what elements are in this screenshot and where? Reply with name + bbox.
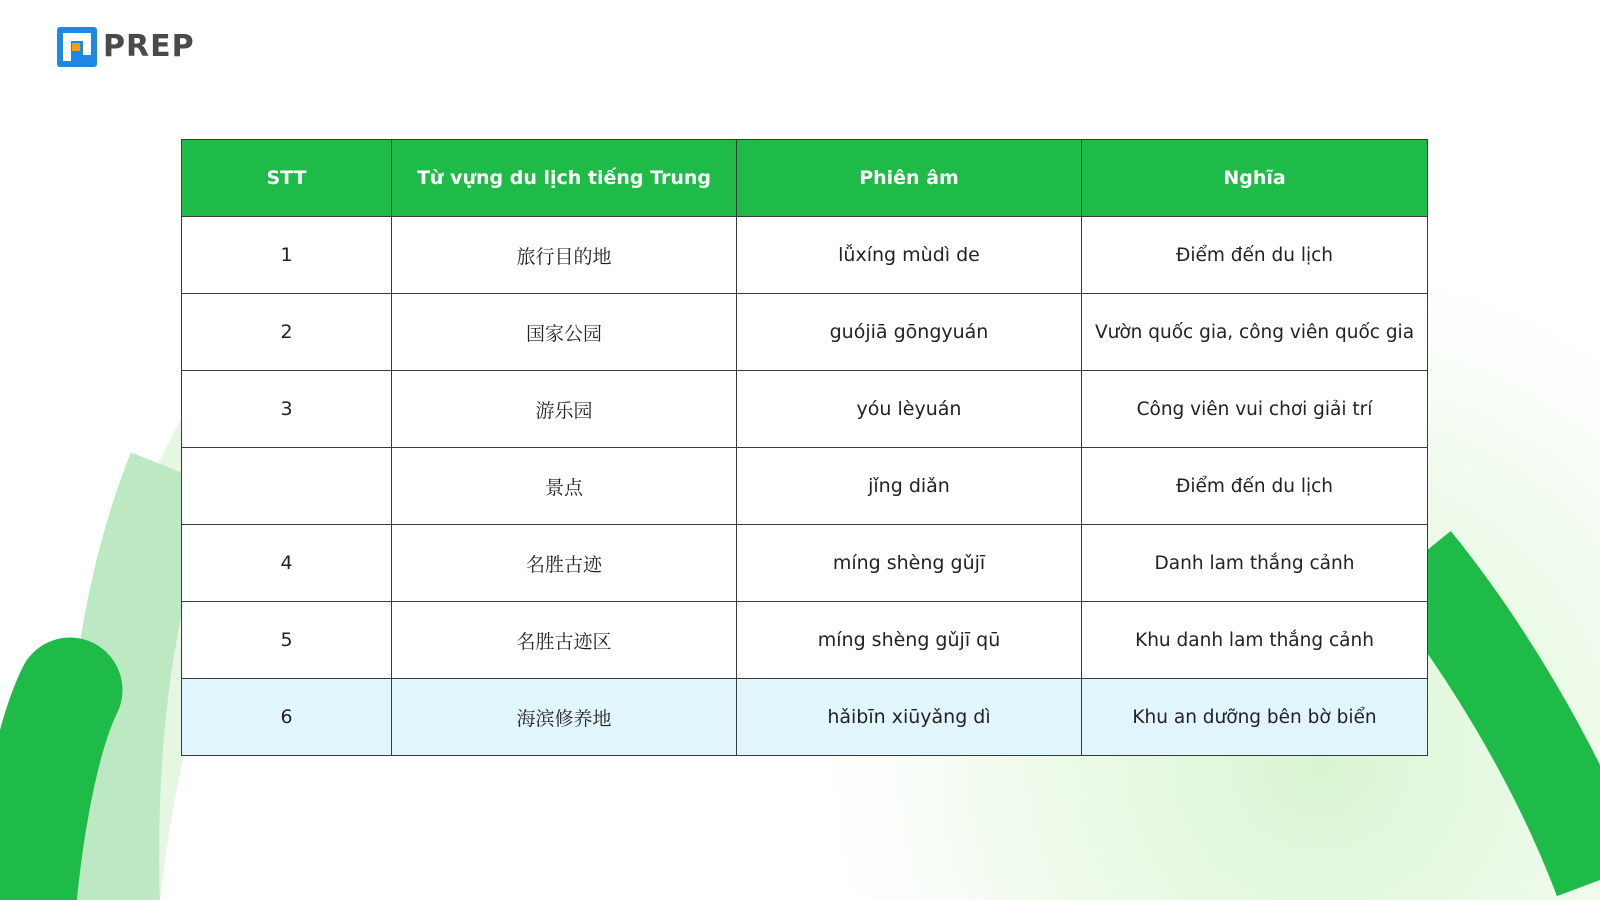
vocabulary-table-container [181,139,1428,756]
table-row [182,217,1428,294]
cell-meaning: Danh lam thắng cảnh [1082,525,1428,602]
cell-stt [182,448,392,525]
table-row [182,525,1428,602]
cell-meaning: Điểm đến du lịch [1082,448,1428,525]
cell-pinyin: jǐng diǎn [737,448,1082,525]
cell-meaning: Công viên vui chơi giải trí [1082,371,1428,448]
prep-logo [57,27,195,67]
cell-meaning: Khu danh lam thắng cảnh [1082,602,1428,679]
prep-logo-text: PREP [103,29,195,64]
cell-pinyin: lǚxíng mùdì de [737,217,1082,294]
vocabulary-table [181,139,1428,756]
header-stt: STT [182,140,392,217]
table-row [182,371,1428,448]
cell-word: 旅行目的地 [392,217,737,294]
cell-word: 景点 [392,448,737,525]
table-row-highlighted [182,679,1428,756]
cell-word: 海滨修养地 [392,679,737,756]
cell-word: 游乐园 [392,371,737,448]
header-pinyin: Phiên âm [737,140,1082,217]
table-row [182,294,1428,371]
prep-logo-icon [57,27,97,67]
header-vocabulary: Từ vựng du lịch tiếng Trung [392,140,737,217]
cell-word: 名胜古迹区 [392,602,737,679]
cell-pinyin: hǎibīn xiūyǎng dì [737,679,1082,756]
cell-stt: 5 [182,602,392,679]
header-meaning: Nghĩa [1082,140,1428,217]
cell-stt: 2 [182,294,392,371]
cell-meaning: Khu an dưỡng bên bờ biển [1082,679,1428,756]
cell-pinyin: míng shèng gǔjī qū [737,602,1082,679]
cell-pinyin: yóu lèyuán [737,371,1082,448]
cell-word: 国家公园 [392,294,737,371]
cell-pinyin: guójiā gōngyuán [737,294,1082,371]
table-row [182,602,1428,679]
cell-stt: 3 [182,371,392,448]
cell-pinyin: míng shèng gǔjī [737,525,1082,602]
cell-stt: 1 [182,217,392,294]
cell-meaning: Điểm đến du lịch [1082,217,1428,294]
cell-word: 名胜古迹 [392,525,737,602]
cell-meaning: Vườn quốc gia, công viên quốc gia [1082,294,1428,371]
table-header-row [182,140,1428,217]
cell-stt: 6 [182,679,392,756]
cell-stt: 4 [182,525,392,602]
table-row [182,448,1428,525]
background-arc-left [20,690,70,900]
